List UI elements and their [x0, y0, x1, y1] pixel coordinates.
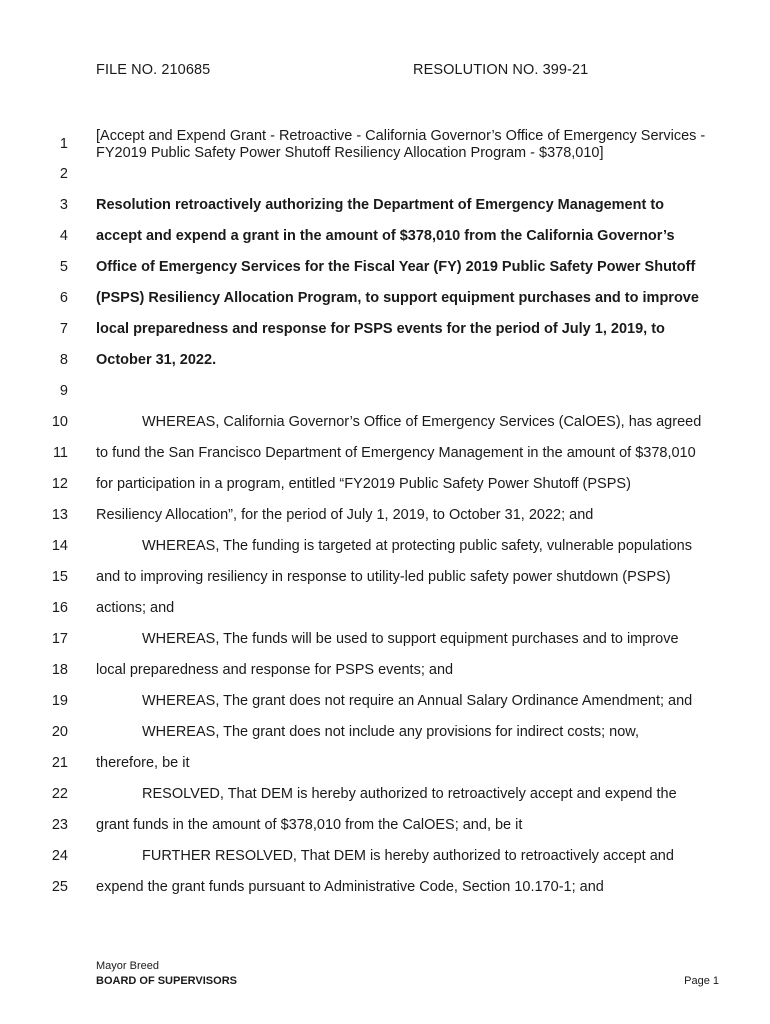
resolution-number: RESOLUTION NO. 399-21 [413, 62, 589, 78]
file-number: FILE NO. 210685 [96, 62, 211, 78]
body-line: for participation in a program, entitled “FY2019 Public Safety Power Shutoff (PSPS) [96, 476, 631, 492]
line-number: 24 [51, 848, 68, 864]
line-number: 23 [51, 817, 68, 833]
summary-line: local preparedness and response for PSPS events for the period of July 1, 2019, to [96, 321, 665, 337]
body-line: therefore, be it [96, 755, 190, 771]
line-number: 25 [51, 879, 68, 895]
line-number: 9 [59, 383, 68, 399]
summary-line: accept and expend a grant in the amount of $378,010 from the California Governor’s [96, 228, 675, 244]
line-number: 6 [59, 290, 68, 306]
body-line: grant funds in the amount of $378,010 from the CalOES; and, be it [96, 817, 523, 833]
footer-board: BOARD OF SUPERVISORS [96, 975, 237, 987]
summary-line: October 31, 2022. [96, 352, 217, 368]
line-number: 22 [51, 786, 68, 802]
resolution-title: [Accept and Expend Grant - Retroactive - California Governor’s Office of Emergency Services - FY2019 Public Safety Power Shutoff Resiliency Allocation Program - $378,010] [96, 128, 706, 161]
page-number: Page 1 [684, 975, 719, 987]
line-number: 1 [59, 136, 68, 152]
body-line: actions; and [96, 600, 175, 616]
body-line: RESOLVED, That DEM is hereby authorized to retroactively accept and expend the [142, 786, 677, 802]
summary-line: (PSPS) Resiliency Allocation Program, to support equipment purchases and to improve [96, 290, 699, 306]
line-number: 21 [51, 755, 68, 771]
summary-line: Resolution retroactively authorizing the Department of Emergency Management to [96, 197, 665, 213]
line-number: 16 [51, 600, 68, 616]
body-line: WHEREAS, The grant does not require an Annual Salary Ordinance Amendment; and [142, 693, 693, 709]
body-line: local preparedness and response for PSPS events; and [96, 662, 454, 678]
line-number: 12 [51, 476, 68, 492]
summary-line: Office of Emergency Services for the Fiscal Year (FY) 2019 Public Safety Power Shutoff [96, 259, 696, 275]
footer-sponsor: Mayor Breed [96, 960, 159, 972]
line-number: 18 [51, 662, 68, 678]
line-number: 8 [59, 352, 68, 368]
line-number: 15 [51, 569, 68, 585]
body-line: WHEREAS, California Governor’s Office of Emergency Services (CalOES), has agreed [142, 414, 702, 430]
body-line: WHEREAS, The grant does not include any provisions for indirect costs; now, [142, 724, 640, 740]
body-line: Resiliency Allocation”, for the period of July 1, 2019, to October 31, 2022; and [96, 507, 594, 523]
line-number: 11 [52, 445, 68, 461]
line-number: 20 [51, 724, 68, 740]
body-line: WHEREAS, The funding is targeted at protecting public safety, vulnerable populations [142, 538, 692, 554]
line-number: 7 [59, 321, 68, 337]
line-number: 4 [59, 228, 68, 244]
body-line: and to improving resiliency in response to utility-led public safety power shutdown (PSPS) [96, 569, 671, 585]
line-number: 10 [51, 414, 68, 430]
line-number: 5 [59, 259, 68, 275]
line-number: 13 [51, 507, 68, 523]
line-number: 19 [51, 693, 68, 709]
body-line: FURTHER RESOLVED, That DEM is hereby authorized to retroactively accept and [142, 848, 674, 864]
line-number: 3 [59, 197, 68, 213]
line-number: 17 [51, 631, 68, 647]
footer-left [96, 959, 237, 989]
line-number: 2 [59, 166, 68, 182]
body-line: expend the grant funds pursuant to Administrative Code, Section 10.170-1; and [96, 879, 604, 895]
body-line: WHEREAS, The funds will be used to support equipment purchases and to improve [142, 631, 679, 647]
line-number: 14 [51, 538, 68, 554]
body-line: to fund the San Francisco Department of Emergency Management in the amount of $378,010 [96, 445, 696, 461]
